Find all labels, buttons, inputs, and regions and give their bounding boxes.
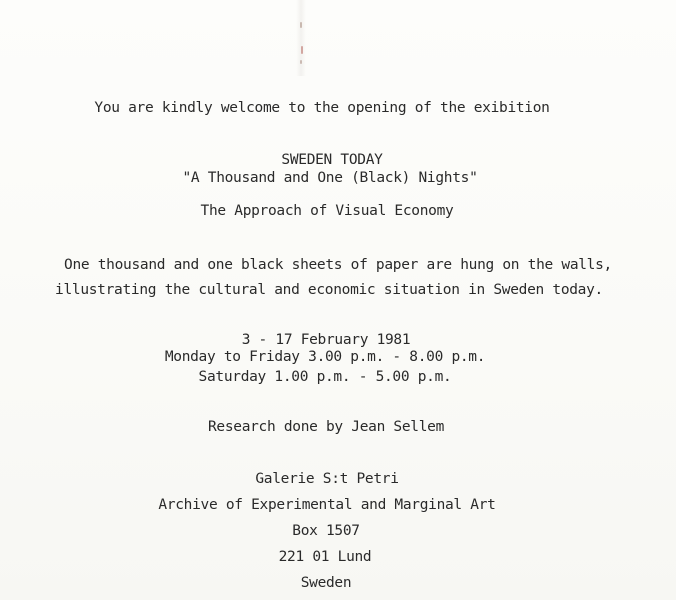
archive-name: Archive of Experimental and Marginal Art	[158, 497, 496, 513]
fold-crease	[296, 0, 306, 76]
paper-mark	[301, 46, 303, 54]
exhibition-dates: 3 - 17 February 1981	[241, 332, 411, 348]
exhibition-approach: The Approach of Visual Economy	[200, 203, 454, 219]
paper-mark	[300, 22, 302, 28]
address-box: Box 1507	[292, 523, 360, 539]
exhibition-subtitle: "A Thousand and One (Black) Nights"	[182, 170, 478, 186]
gallery-name: Galerie S:t Petri	[255, 471, 399, 487]
exhibition-title: SWEDEN TODAY	[281, 152, 383, 168]
address-country: Sweden	[300, 575, 352, 591]
research-credit: Research done by Jean Sellem	[207, 419, 445, 435]
paper-mark	[300, 60, 302, 64]
weekday-hours: Monday to Friday 3.00 p.m. - 8.00 p.m.	[164, 349, 486, 365]
description-line-1: One thousand and one black sheets of paper are hung on the walls,	[64, 257, 612, 273]
welcome-text: You are kindly welcome to the opening of the exibition	[94, 100, 550, 116]
address-postal: 221 01 Lund	[278, 549, 372, 565]
description-line-2: illustrating the cultural and economic situation in Sweden today.	[55, 282, 603, 298]
saturday-hours: Saturday 1.00 p.m. - 5.00 p.m.	[198, 369, 452, 385]
